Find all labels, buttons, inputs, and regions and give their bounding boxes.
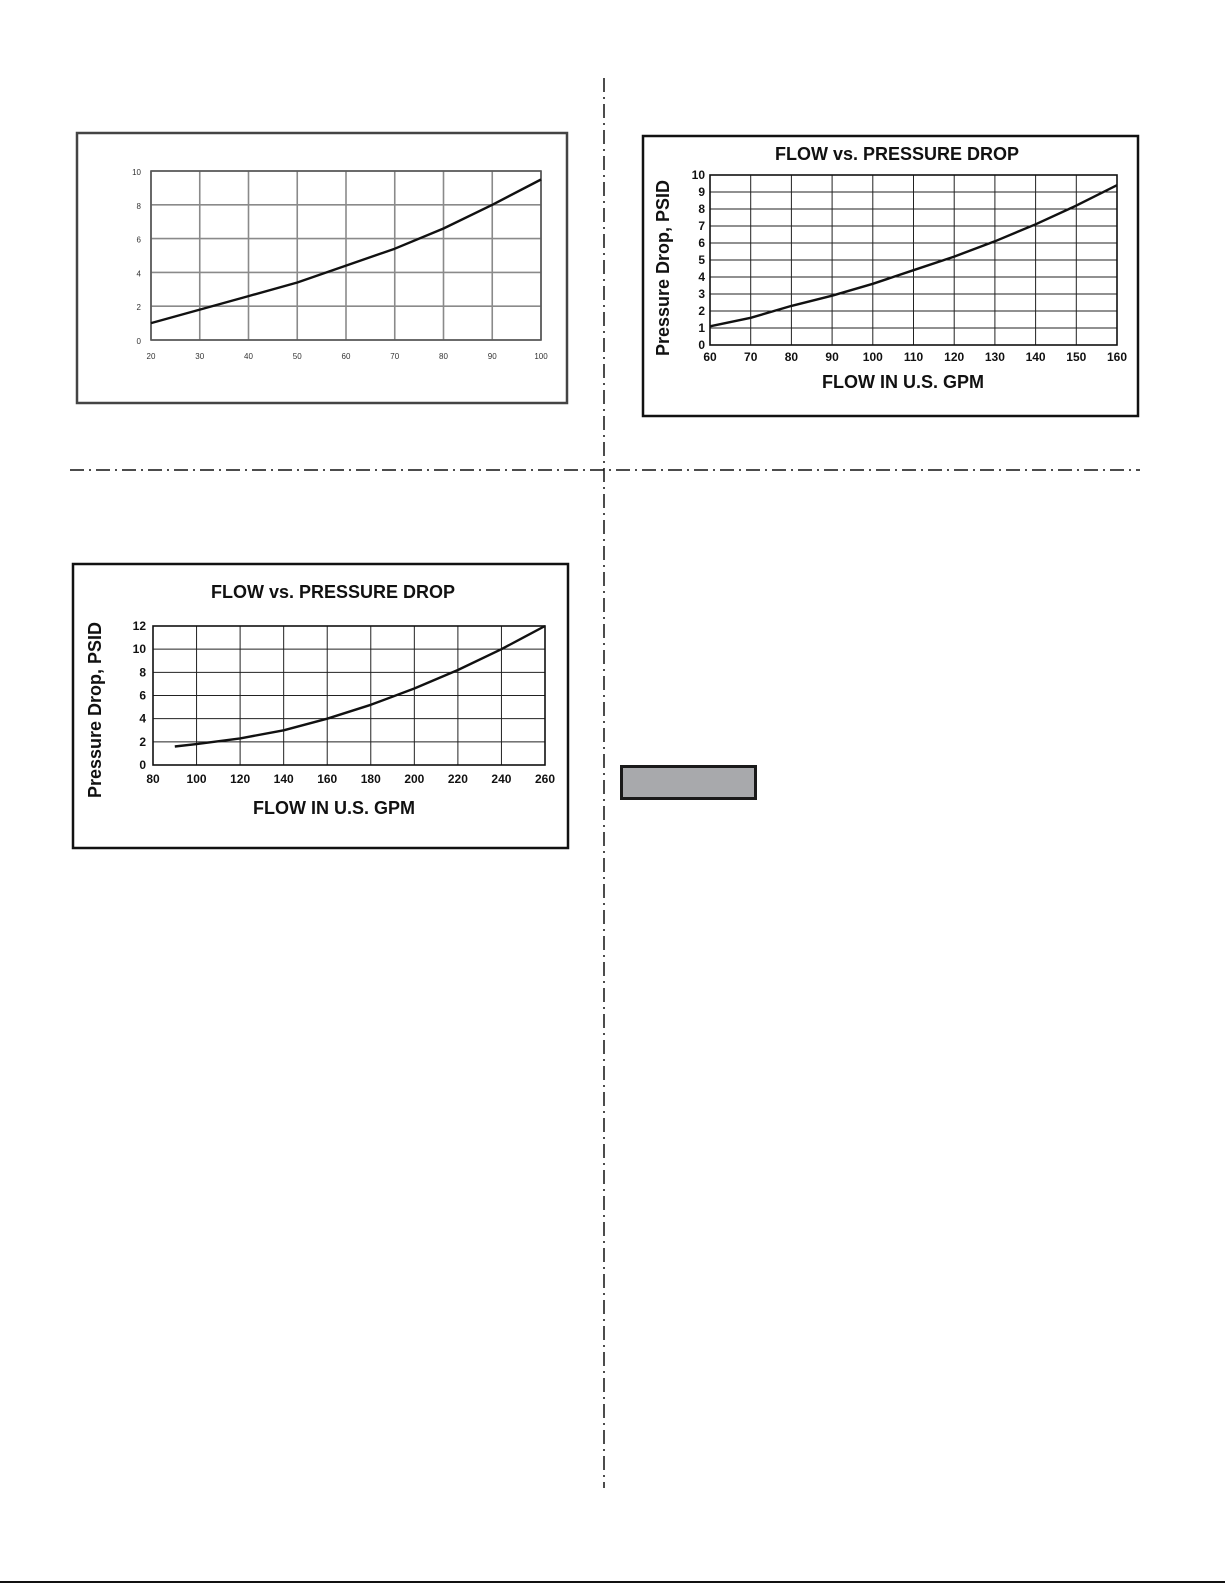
x-tick-label: 200 bbox=[404, 772, 425, 786]
x-tick-label: 60 bbox=[703, 350, 717, 364]
y-tick-label: 7 bbox=[698, 219, 705, 233]
y-tick-label: 2 bbox=[139, 734, 146, 749]
gray-label-box bbox=[620, 765, 757, 800]
x-tick-label: 80 bbox=[784, 350, 799, 364]
y-tick-label: 3 bbox=[698, 287, 705, 301]
x-tick-label: 150 bbox=[1066, 350, 1087, 364]
y-tick-label: 12 bbox=[132, 619, 146, 633]
y-tick-label: 2 bbox=[698, 304, 705, 318]
x-tick-label: 100 bbox=[862, 350, 883, 364]
x-tick-label: 130 bbox=[984, 350, 1005, 364]
chart-c-y-axis-title: Pressure Drop, PSID bbox=[85, 621, 105, 799]
y-tick-label: 5 bbox=[698, 253, 705, 267]
x-tick-label: 70 bbox=[744, 350, 758, 364]
x-tick-label: 160 bbox=[317, 772, 338, 786]
y-tick-label: 10 bbox=[132, 642, 146, 657]
y-tick-label: 0 bbox=[136, 337, 141, 346]
x-tick-label: 30 bbox=[195, 352, 205, 361]
y-tick-label: 4 bbox=[136, 269, 141, 279]
x-tick-label: 100 bbox=[534, 352, 548, 361]
x-tick-label: 120 bbox=[230, 772, 251, 786]
x-tick-label: 260 bbox=[534, 772, 556, 786]
y-tick-label: 0 bbox=[139, 758, 146, 772]
x-tick-label: 140 bbox=[273, 772, 294, 786]
x-tick-label: 220 bbox=[447, 772, 468, 786]
y-tick-label: 4 bbox=[139, 711, 146, 726]
y-tick-label: 8 bbox=[136, 201, 141, 211]
y-tick-label: 6 bbox=[136, 235, 141, 245]
x-tick-label: 70 bbox=[390, 352, 400, 361]
chart-b-title: FLOW vs. PRESSURE DROP bbox=[774, 144, 1020, 164]
chart-b-y-axis-title: Pressure Drop, PSID bbox=[653, 179, 673, 357]
chart-c-x-axis-title: FLOW IN U.S. GPM bbox=[253, 798, 415, 818]
y-tick-label: 10 bbox=[691, 168, 705, 182]
chart-c-title: FLOW vs. PRESSURE DROP bbox=[210, 582, 456, 602]
x-tick-label: 120 bbox=[944, 350, 965, 364]
x-tick-label: 80 bbox=[146, 772, 160, 786]
x-tick-label: 20 bbox=[146, 352, 156, 361]
x-tick-label: 90 bbox=[487, 352, 497, 361]
x-tick-label: 160 bbox=[1106, 350, 1128, 364]
y-tick-label: 2 bbox=[136, 303, 141, 313]
y-tick-label: 0 bbox=[698, 338, 705, 352]
x-tick-label: 240 bbox=[491, 772, 512, 786]
y-tick-label: 4 bbox=[698, 270, 705, 284]
y-tick-label: 9 bbox=[698, 185, 705, 199]
x-tick-label: 80 bbox=[439, 352, 448, 361]
y-tick-label: 1 bbox=[698, 321, 705, 335]
chart-b-x-axis-title: FLOW IN U.S. GPM bbox=[822, 372, 984, 392]
x-tick-label: 90 bbox=[825, 350, 839, 364]
x-tick-label: 140 bbox=[1025, 350, 1046, 364]
y-tick-label: 8 bbox=[698, 202, 705, 216]
x-tick-label: 60 bbox=[341, 352, 351, 361]
y-tick-label: 6 bbox=[698, 236, 705, 250]
x-tick-label: 180 bbox=[360, 772, 381, 786]
x-tick-label: 110 bbox=[903, 350, 924, 364]
x-tick-label: 100 bbox=[186, 772, 207, 786]
x-tick-label: 40 bbox=[244, 352, 253, 361]
y-tick-label: 6 bbox=[139, 688, 146, 703]
y-tick-label: 10 bbox=[132, 168, 141, 177]
y-tick-label: 8 bbox=[139, 665, 146, 680]
x-tick-label: 50 bbox=[292, 352, 302, 361]
